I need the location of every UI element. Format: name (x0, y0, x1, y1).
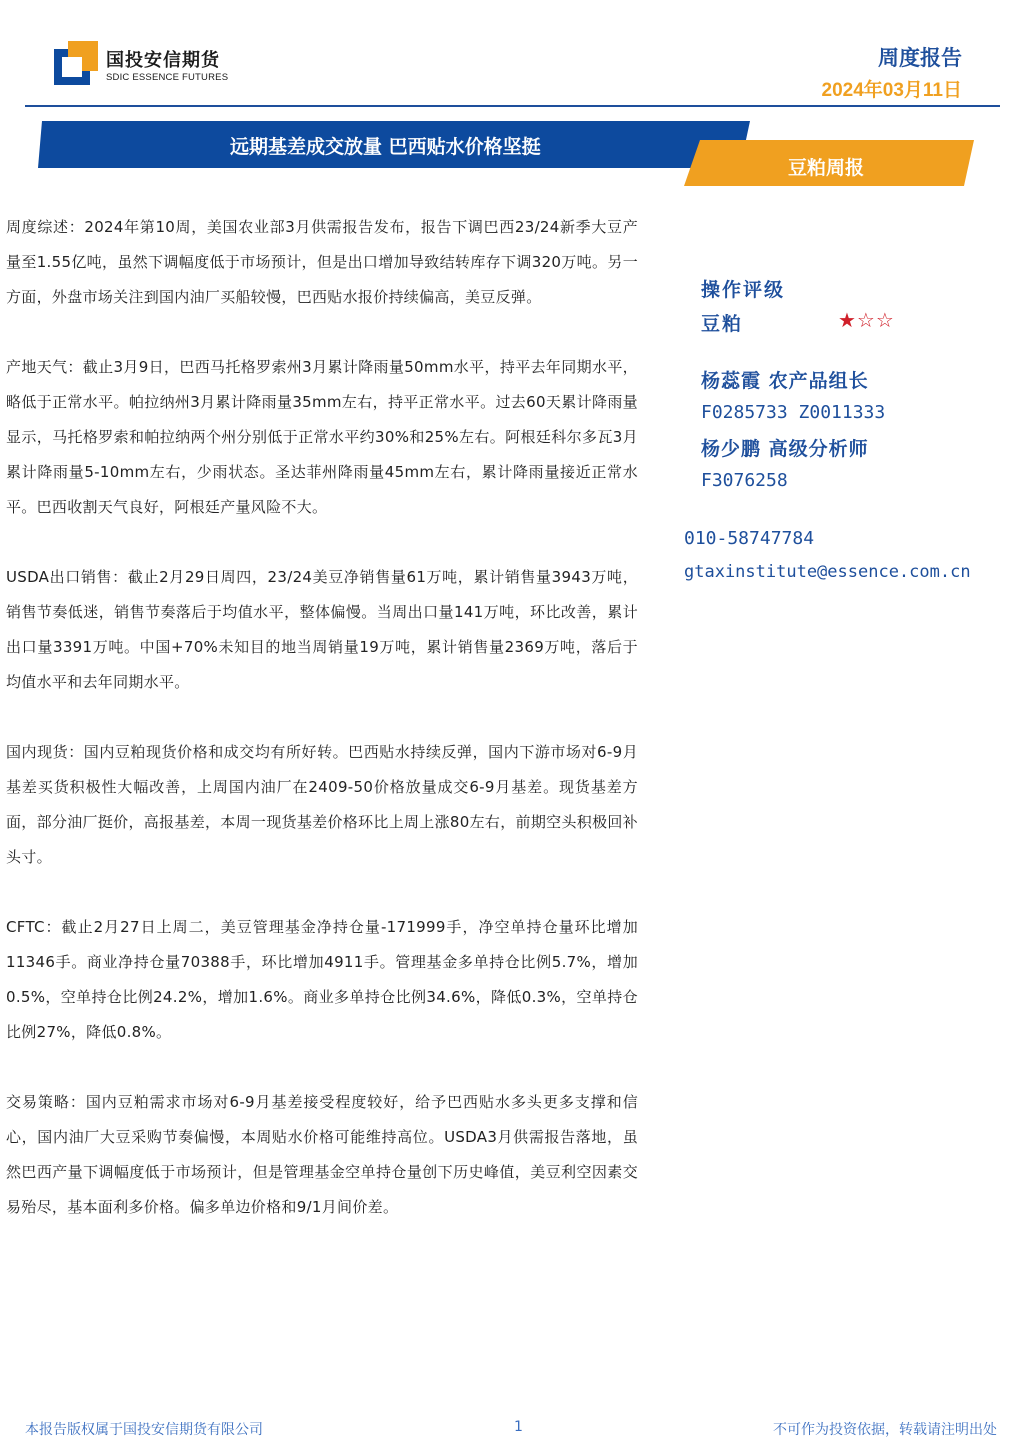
rating-item: 豆粕 (701, 313, 744, 335)
page-number: 1 (514, 1419, 523, 1435)
analyst-1-license: F0285733 Z0011333 (701, 402, 886, 423)
logo-english-name: SDIC ESSENCE FUTURES (106, 72, 229, 83)
paragraph-weekly-summary: 周度综述：2024年第10周，美国农业部3月供需报告发布，报告下调巴西23/24新季大豆产量至1.55亿吨，虽然下调幅度低于市场预计，但是出口增加导致结转库存下调320万吨。另一方面，外盘市场关注到国内油厂买船较慢，巴西贴水报价持续偏高，美豆反弹。 (6, 218, 638, 306)
contact-phone: 010-58747784 (684, 528, 815, 549)
paragraph-strategy: 交易策略：国内豆粕需求市场对6-9月基差接受程度较好，给予巴西贴水多头更多支撑和信心，国内油厂大豆采购节奏偏慢，本周贴水价格可能维持高位。USDA3月供需报告落地，虽然巴西产量下调幅度低于市场预计，但是管理基金空单持仓量创下历史峰值，美豆利空因素交易殆尽，基本面利多价格。偏多单边价格和9/1月间价差。 (6, 1093, 638, 1216)
company-logo (54, 41, 234, 87)
logo-mark-icon (54, 41, 98, 85)
analyst-1-name: 杨蕊霞 农产品组长 (701, 370, 869, 392)
report-body (6, 210, 638, 1260)
report-category-tag: 豆粕周报 (788, 157, 865, 179)
logo-chinese-name: 国投安信期货 (106, 50, 220, 71)
title-banner (0, 118, 1025, 193)
rating-title: 操作评级 (701, 279, 786, 301)
paragraph-domestic-spot: 国内现货：国内豆粕现货价格和成交均有所好转。巴西贴水持续反弹，国内下游市场对6-9月基差买货积极性大幅改善，上周国内油厂在2409-50价格放量成交6-9月基差。现货基差方面，部分油厂挺价，高报基差，本周一现货基差价格环比上周上涨80左右，前期空头积极回补头寸。 (6, 743, 638, 866)
report-title: 远期基差成交放量 巴西贴水价格坚挺 (230, 136, 541, 158)
star-rating-icon: ★☆☆ (838, 308, 895, 332)
report-date: 2024年03月11日 (821, 80, 962, 101)
analyst-2-name: 杨少鹏 高级分析师 (701, 438, 869, 460)
contact-email[interactable]: gtaxinstitute@essence.com.cn (684, 562, 971, 582)
analyst-2-license: F3076258 (701, 470, 788, 491)
header-divider (25, 105, 1000, 107)
page-footer (0, 1410, 1025, 1450)
page-header (0, 0, 1025, 110)
paragraph-usda-export: USDA出口销售：截止2月29日周四，23/24美豆净销售量61万吨，累计销售量3943万吨，销售节奏低迷，销售节奏落后于均值水平，整体偏慢。当周出口量141万吨，环比改善，累计出口量3391万吨。中国+70%未知目的地当周销量19万吨，累计销售量2369万吨，落后于均值水平和去年同期水平。 (6, 568, 638, 691)
disclaimer-notice: 不可作为投资依据，转载请注明出处 (773, 1422, 997, 1438)
report-type: 周度报告 (878, 46, 962, 70)
paragraph-cftc: CFTC：截止2月27日上周二，美豆管理基金净持仓量-171999手，净空单持仓量环比增加11346手。商业净持仓量70388手，环比增加4911手。管理基金多单持仓比例5.7%，增加0.5%，空单持仓比例24.2%，增加1.6%。商业多单持仓比例34.6%，降低0.3%，空单持仓比例27%，降低0.8%。 (6, 918, 638, 1041)
paragraph-weather: 产地天气：截止3月9日，巴西马托格罗索州3月累计降雨量50mm水平，持平去年同期水平，略低于正常水平。帕拉纳州3月累计降雨量35mm左右，持平正常水平。过去60天累计降雨量显示，马托格罗索和帕拉纳两个州分别低于正常水平约30%和25%左右。阿根廷科尔多瓦3月累计降雨量5-10mm左右，少雨状态。圣达菲州降雨量45mm左右，累计降雨量接近正常水平。巴西收割天气良好，阿根廷产量风险不大。 (6, 358, 638, 516)
copyright-notice: 本报告版权属于国投安信期货有限公司 (25, 1422, 263, 1438)
